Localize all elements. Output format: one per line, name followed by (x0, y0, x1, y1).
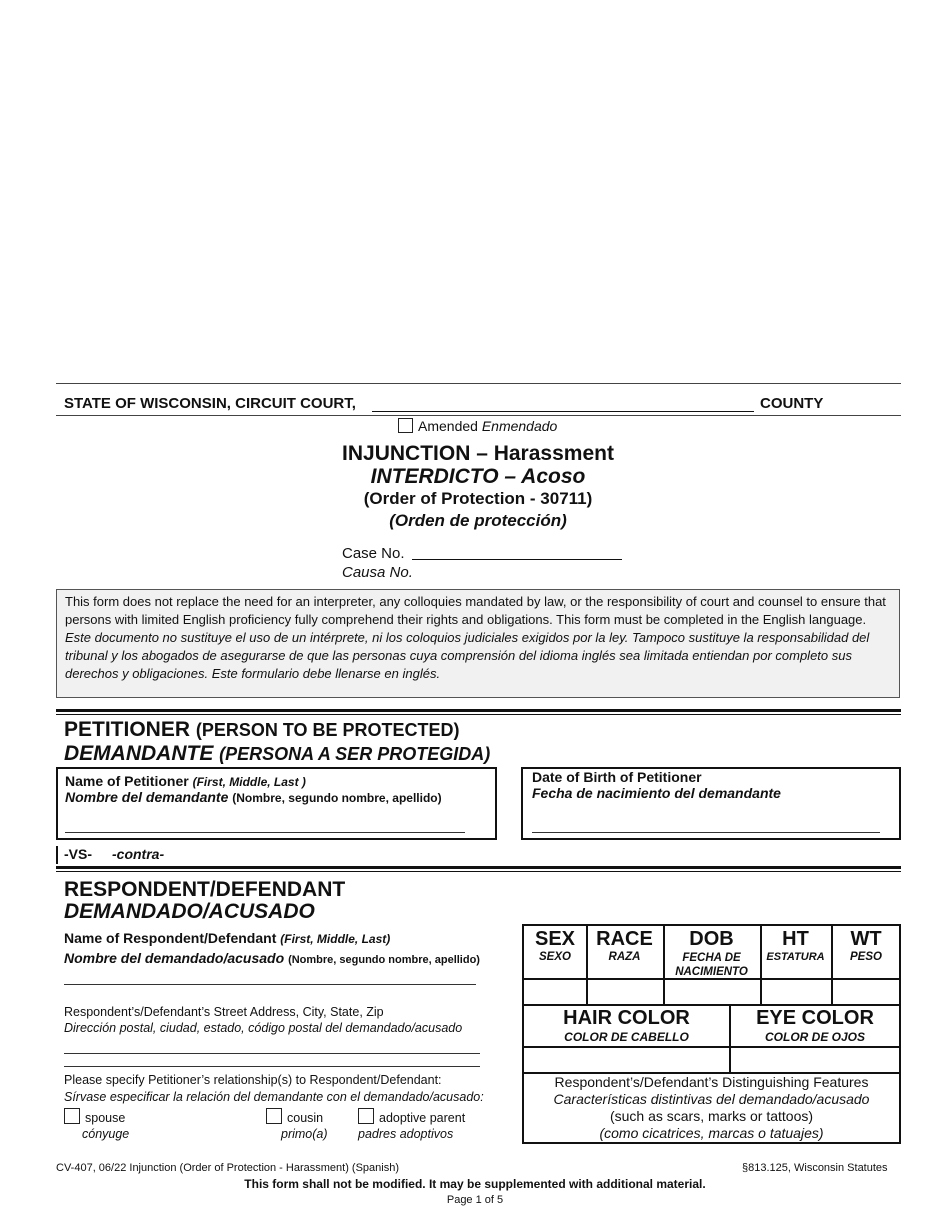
weight-field[interactable] (833, 980, 899, 1004)
form-subtitle: (Order of Protection - 30711) (363, 489, 593, 508)
respondent-address-field[interactable] (64, 1053, 480, 1054)
form-id: CV-407, 06/22 Injunction (Order of Protection - Harassment) (Spanish) (56, 1162, 399, 1174)
petitioner-name-field[interactable] (65, 832, 465, 833)
notice-text-en: This form does not replace the need for an interpreter, any colloquies mandated by law, or the responsibility of court and counsel to ensure that persons with limited English proficiency fully comprehend their rights and obligations. This form must be completed in the English language. (65, 594, 886, 627)
dob-header: DOB FECHA DE NACIMIENTO (675, 928, 748, 978)
petitioner-dob-label: Date of Birth of Petitioner (532, 769, 702, 785)
sex-header: SEX SEXO (534, 928, 576, 963)
amended-checkbox[interactable] (398, 418, 413, 433)
distinguishing-features: Respondent’s/Defendant’s Distinguishing Features Características distintivas del demandado/acusado (such as scars, marks or tattoos) (como cicatrices, marcas o tatuajes) (553, 1074, 870, 1141)
adoptive-parent-checkbox[interactable] (358, 1108, 374, 1124)
petitioner-heading: PETITIONER (PERSON TO BE PROTECTED) (64, 718, 460, 741)
amended-label-es: Enmendado (481, 418, 558, 434)
weight-header: WT PESO (850, 928, 882, 963)
cousin-label-es: primo(a) (281, 1127, 328, 1141)
eye-color-header: EYE COLOR COLOR DE OJOS (756, 1007, 874, 1044)
race-header: RACE RAZA (596, 928, 653, 963)
hair-color-field[interactable] (524, 1048, 729, 1072)
descriptor-table (522, 924, 901, 1144)
form-subtitle-es: (Orden de protección) (389, 511, 567, 530)
petitioner-dob-field[interactable] (532, 832, 880, 833)
petitioner-name-label-es: Nombre del demandante (Nombre, segundo nombre, apellido) (65, 789, 442, 805)
respondent-name-field[interactable] (64, 984, 476, 985)
vs-label: -VS- (64, 846, 92, 862)
case-number-label-es: Causa No. (342, 564, 413, 581)
petitioner-section-rule-thin (56, 714, 901, 715)
court-label: STATE OF WISCONSIN, CIRCUIT COURT, (64, 395, 356, 412)
amended-label: Amended (418, 418, 478, 434)
respondent-section-rule-thin (56, 871, 901, 872)
petitioner-dob-box (521, 767, 901, 840)
relationship-option-spouse (64, 1108, 125, 1125)
statute-reference: §813.125, Wisconsin Statutes (742, 1162, 888, 1174)
relationship-option-cousin (266, 1108, 323, 1125)
form-title-es: INTERDICTO – Acoso (370, 465, 586, 488)
respondent-heading: RESPONDENT/DEFENDANT (64, 878, 346, 901)
eye-color-field[interactable] (731, 1048, 899, 1072)
row-divider (524, 1004, 899, 1006)
county-name-field[interactable] (372, 396, 754, 412)
petitioner-dob-label-es: Fecha de nacimiento del demandante (532, 785, 781, 801)
respondent-name-label: Name of Respondent/Defendant (First, Middle, Last) (64, 930, 391, 946)
hair-color-header: HAIR COLOR COLOR DE CABELLO (563, 1007, 690, 1044)
sex-field[interactable] (524, 980, 586, 1004)
dob-field[interactable] (665, 980, 760, 1004)
relationship-label: Please specify Petitioner’s relationship(s) to Respondent/Defendant: (64, 1073, 442, 1087)
petitioner-section-rule (56, 709, 901, 712)
petitioner-heading-es: DEMANDANTE (PERSONA A SER PROTEGIDA) (64, 742, 491, 765)
spouse-checkbox[interactable] (64, 1108, 80, 1124)
vs-marker (56, 846, 58, 864)
cousin-checkbox[interactable] (266, 1108, 282, 1124)
form-title: INJUNCTION – Harassment (342, 442, 614, 465)
petitioner-name-box (56, 767, 497, 840)
race-field[interactable] (588, 980, 663, 1004)
amended-option (398, 418, 557, 434)
respondent-address-field-2[interactable] (64, 1066, 480, 1067)
adoptive-parent-label-es: padres adoptivos (358, 1127, 454, 1141)
page-number: Page 1 of 5 (446, 1194, 504, 1206)
respondent-address-label: Respondent’s/Defendant’s Street Address, City, State, Zip (64, 1005, 384, 1019)
language-notice (56, 589, 900, 698)
header-bottom-rule (56, 415, 901, 416)
respondent-name-label-es: Nombre del demandado/acusado (Nombre, segundo nombre, apellido) (64, 950, 480, 966)
spouse-label: spouse (85, 1111, 126, 1125)
petitioner-name-label: Name of Petitioner (First, Middle, Last ) (65, 773, 306, 789)
case-number-field[interactable] (412, 545, 622, 560)
height-field[interactable] (762, 980, 831, 1004)
respondent-heading-es: DEMANDADO/ACUSADO (64, 900, 315, 923)
respondent-section-rule (56, 866, 901, 869)
adoptive-parent-label: adoptive parent (379, 1111, 466, 1125)
county-label: COUNTY (760, 395, 824, 412)
vs-label-es: -contra- (112, 846, 165, 862)
cousin-label: cousin (287, 1111, 324, 1125)
modification-notice: This form shall not be modified. It may be supplemented with additional material. (244, 1177, 706, 1191)
respondent-address-label-es: Dirección postal, ciudad, estado, código postal del demandado/acusado (64, 1021, 463, 1035)
relationship-label-es: Sírvase especificar la relación del demandante con el demandado/acusado: (64, 1090, 484, 1104)
spouse-label-es: cónyuge (82, 1127, 130, 1141)
notice-text-es: Este documento no sustituye el uso de un intérprete, ni los coloquios judiciales exigidos por la ley. Tampoco sustituye la responsabilidad del tribunal y los abogados de asegurarse de que las personas cuya comprensión del idioma inglés sea limitada entiendan por completo sus derechos y obligaciones. Este formulario debe llenarse en inglés. (65, 630, 870, 681)
relationship-option-adoptive-parent (358, 1108, 465, 1125)
height-header: HT ESTATURA (766, 928, 825, 963)
header-top-rule (56, 383, 901, 384)
case-number-label: Case No. (342, 545, 405, 562)
